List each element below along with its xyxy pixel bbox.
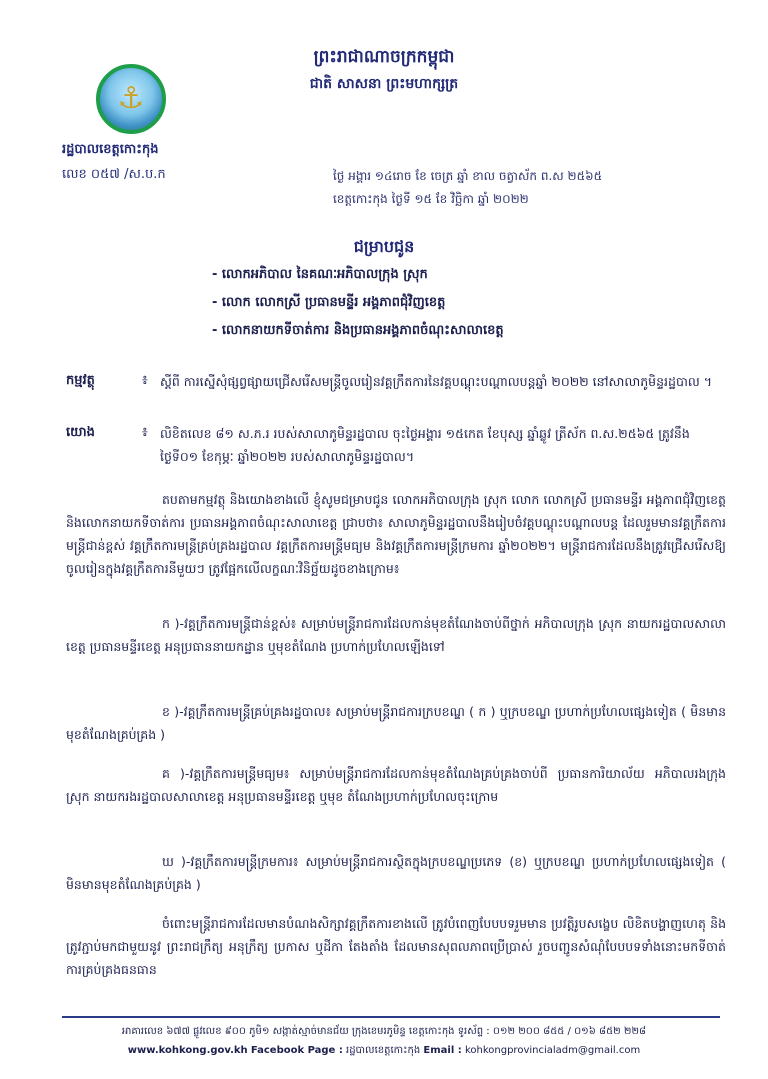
subject-label: កម្មវត្ថុ [66, 373, 95, 388]
recipients-title: ជម្រាបជូន [353, 237, 415, 256]
footer-contacts [0, 1043, 768, 1058]
reference-number: លេខ ០៥៧ /ស.ប.ក [62, 167, 166, 182]
recipient-item: - លោកអភិបាល នៃគណៈអភិបាលក្រុង ស្រុក [212, 267, 428, 282]
lunar-date: ថ្ងៃ អង្គារ ១៤រោច ខែ ចេត្រ ឆ្នាំ ខាល ចត្វាស័ក ព.ស ២៥៦៥ [333, 169, 603, 183]
footer-email[interactable]: kohkongprovincialadm@gmail.com [464, 1045, 641, 1056]
reference-colon: ៖ [142, 425, 148, 440]
criteria-item-d: ឃ )-វគ្គក្រឹតការមន្ត្រីក្រមការ៖ សម្រាប់មន្ត្រីរាជការស្ថិតក្នុងក្របខណ្ឌប្រភេទ (ខ) ឬក្របខណ្ឌ ប្រហាក់ប្រហែលផ្សេងទៀត ( មិនមានមុខតំណែងគ្រប់គ្រង ) [66, 854, 726, 892]
footer-facebook[interactable]: រដ្ឋបាលខេត្តកោះកុង [346, 1045, 421, 1056]
reference-text: លិខិតលេខ ៨១ ស.ភ.រ របស់សាលាភូមិន្ទរដ្ឋបាល ចុះថ្ងៃអង្គារ ១៥កេត ខែបុស្ស ឆ្នាំឆ្លូវ ត្រីស័ក ព.ស.២៥៦៥ ត្រូវនឹងថ្ងៃទី០១ ខែកុម្ភៈ ឆ្នាំ២០២២ របស់សាលាភូមិន្ទរដ្ឋបាល។ [160, 426, 690, 464]
subject-colon: ៖ [142, 373, 148, 388]
recipient-item: - លោកនាយកទីចាត់ការ និងប្រធានអង្គភាពចំណុះសាលាខេត្ត [212, 323, 504, 338]
reference-label: យោង [66, 425, 95, 440]
footer-divider [62, 1016, 720, 1018]
footer-facebook-label: Facebook Page : [250, 1045, 343, 1056]
criteria-item-c: គ )-វគ្គក្រឹតការមន្ត្រីមធ្យម៖ សម្រាប់មន្ត្រីរាជការដែលកាន់មុខតំណែងគ្រប់គ្រងចាប់ពី ប្រធានការិយាល័យ អភិបាលរងក្រុង ស្រុក នាយករងរដ្ឋបាលសាលាខេត្ត អនុប្រធានមន្ទីរខេត្ត ឬមុខ តំណែងប្រហាក់ប្រហែលចុះក្រោម [66, 766, 726, 804]
national-motto: ជាតិ សាសនា ព្រះមហាក្សត្រ [309, 76, 459, 92]
kingdom-heading: ព្រះរាជាណាចក្រកម្ពុជា [313, 47, 455, 67]
organization-name: រដ្ឋបាលខេត្តកោះកុង [62, 142, 159, 157]
anchor-emblem-icon: ⚓ [117, 81, 145, 116]
recipient-item: - លោក លោកស្រី ប្រធានមន្ទីរ អង្គភាពជុំវិញខេត្ត [212, 295, 446, 310]
footer-address: អាគារលេខ ៦៧៧ ផ្លូវលេខ ៩០០ ភូមិ១ សង្កាត់ស្មាច់មានជ័យ ក្រុងខេមរភូមិន្ទ ខេត្តកោះកុង ទូរស័ព្ទ : ០១២ ២០០ ៨៥៥ / ០១៦ ៨៥២ ២២៨ [121, 1026, 647, 1037]
footer-website[interactable]: www.kohkong.gov.kh [127, 1045, 248, 1056]
criteria-item-a: ក )-វគ្គក្រឹតការមន្ត្រីជាន់ខ្ពស់៖ សម្រាប់មន្ត្រីរាជការដែលកាន់មុខតំណែងចាប់ពីថ្នាក់ អភិបាលក្រុង ស្រុក នាយករដ្ឋបាលសាលាខេត្ត ប្រធានមន្ទីរខេត្ត អនុប្រធាននាយកដ្ឋាន ឬមុខតំណែង ប្រហាក់ប្រហែលឡើងទៅ [66, 616, 726, 654]
subject-text: ស្តីពី ការស្នើសុំផ្សព្វផ្សាយជ្រើសរើសមន្ត្រីចូលរៀនវគ្គក្រឹតការនៃវគ្គបណ្តុះបណ្តាលបន្តឆ្នាំ ២០២២ នៅសាលាភូមិន្ទរដ្ឋបាល ។ [160, 374, 712, 389]
body-intro: តបតាមកម្មវត្ថុ និងយោងខាងលើ ខ្ញុំសូមជម្រាបជូន លោកអភិបាលក្រុង ស្រុក លោក លោកស្រី ប្រធានមន្ទីរ អង្គភាពជុំវិញខេត្ត និងលោកនាយកទីចាត់ការ ប្រធានអង្គភាពចំណុះសាលាខេត្ត ជ្រាបថា៖ សាលាភូមិន្ទរដ្ឋបាលនឹងរៀបចំវគ្គបណ្តុះបណ្តាលបន្ត ដែលរួមមានវគ្គក្រឹតការមន្ត្រីជាន់ខ្ពស់ វគ្គក្រឹតការមន្ត្រីគ្រប់គ្រងរដ្ឋបាល វគ្គក្រឹតការមន្ត្រីមធ្យម និងវគ្គក្រឹតការមន្ត្រីក្រមការ ឆ្នាំ២០២២។ មន្ត្រីរាជការដែលនឹងត្រូវជ្រើសរើសឱ្យចូលរៀនក្នុងវគ្គក្រឹតការនីមួយៗ ត្រូវផ្អែកលើលក្ខណៈវិនិច្ឆ័យដូចខាងក្រោម៖ [66, 492, 726, 576]
criteria-item-b: ខ )-វគ្គក្រឹតការមន្ត្រីគ្រប់គ្រងរដ្ឋបាល៖ សម្រាប់មន្ត្រីរាជការក្របខណ្ឌ ( ក ) ឬក្របខណ្ឌ ប្រហាក់ប្រហែលផ្សេងទៀត ( មិនមានមុខតំណែងគ្រប់គ្រង ) [66, 704, 726, 742]
body-closing: ចំពោះមន្ត្រីរាជការដែលមានបំណងសិក្សាវគ្គក្រឹតការខាងលើ ត្រូវបំពេញបែបបទរួមមាន ប្រវត្តិរូបសង្ខេប លិខិតបង្ហាញហេតុ និងត្រូវភ្ជាប់មកជាមួយនូវ ព្រះរាជក្រឹត្យ អនុក្រឹត្យ ប្រកាស ឬដីកា តែងតាំង ដែលមានសុពលភាពប្រើប្រាស់ រួចបញ្ជូនសំណុំបែបបទទាំងនោះមកទីចាត់ការគ្រប់គ្រងធនធាន [66, 916, 726, 977]
footer-email-label: Email : [423, 1045, 462, 1056]
solar-date: ខេត្តកោះកុង ថ្ងៃទី ១៥ ខែ វិច្ឆិកា ឆ្នាំ ២០២២ [333, 192, 529, 206]
